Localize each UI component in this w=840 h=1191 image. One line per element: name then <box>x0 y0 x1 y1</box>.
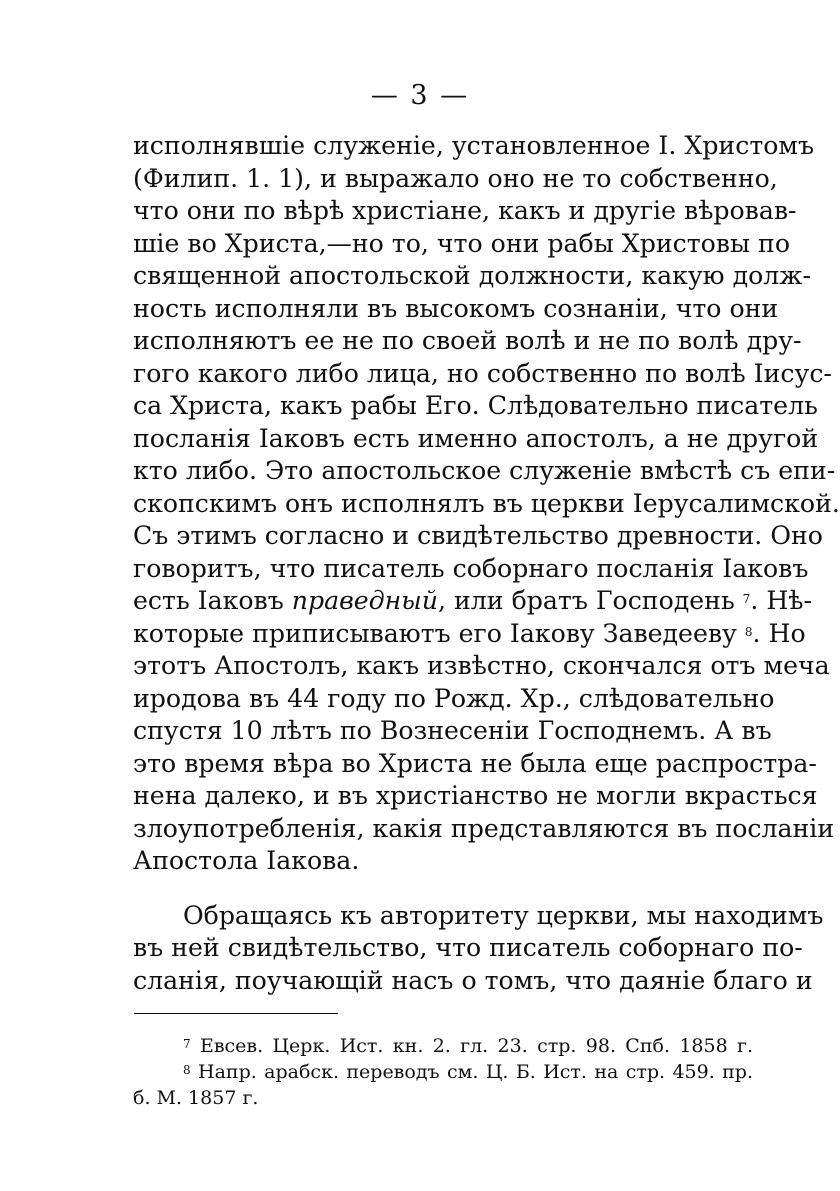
text-line: иродова въ 44 году по Рожд. Хр., слѣдовательно <box>133 683 775 713</box>
text-segment: , или братъ Господень <box>437 586 743 615</box>
text-line <box>133 618 806 651</box>
body-text <box>133 130 840 997</box>
text-line: злоупотребленія, какія представляются въ посланіи <box>133 813 835 843</box>
footnote-mark: 7 <box>183 1037 191 1051</box>
footnote-8 <box>133 1059 753 1085</box>
text-segment: которые приписываютъ его Іакову Заведееву <box>133 618 745 648</box>
text-line: гого какого либо лица, но собственно по волѣ Іисус- <box>133 358 832 388</box>
footnote-text: Напр. арабск. переводъ см. Ц. Б. Ист. на стр. 459. пр. <box>198 1061 753 1083</box>
text-line: посланія Іаковъ есть именно апостолъ, а не другой <box>133 423 819 453</box>
footnotes <box>133 1033 753 1111</box>
text-line: этотъ Апостолъ, какъ извѣстно, скончался отъ меча <box>133 651 830 680</box>
footnote-text: Евсев. Церк. Ист. кн. 2. гл. 23. стр. 98. Спб. 1858 г. <box>199 1035 753 1057</box>
text-line: священной апостольской должности, какую долж- <box>133 261 811 290</box>
text-segment: . Нѣ- <box>750 586 812 615</box>
text-line: исполнявшіе служеніе, установленное І. Христомъ <box>133 131 815 160</box>
text-line: ность исполняли въ высокомъ сознаніи, что они <box>133 293 779 323</box>
text-line: нена далеко, и въ христіанство не могли вкрасться <box>133 781 818 810</box>
text-line: кто либо. Это апостольское служеніе вмѣстѣ съ епи- <box>133 456 836 485</box>
text-line: Съ этимъ согласно и свидѣтельство древности. Оно <box>133 521 823 550</box>
italic-word: праведный <box>291 586 438 615</box>
text-line: это время вѣра во Христа не была еще распростра- <box>133 748 817 778</box>
text-segment: . Но <box>752 618 806 648</box>
text-line: Обращаясь къ авторитету церкви, мы находимъ <box>183 900 824 930</box>
text-line <box>133 585 812 618</box>
footnote-mark: 8 <box>183 1063 191 1077</box>
footnote-ref-7: 7 <box>742 592 751 606</box>
text-line: спустя 10 лѣтъ по Вознесеніи Господнемъ. А въ <box>133 716 772 745</box>
text-line: говоритъ, что писатель соборнаго посланія Іаковъ <box>133 553 809 583</box>
footnote-ref-8: 8 <box>744 624 753 639</box>
text-line: (Филип. 1. 1), и выражало оно не то собственно, <box>133 163 778 193</box>
text-line: сланія, поучающій насъ о томъ, что даяніе благо и <box>133 965 813 995</box>
text-line: исполняютъ ее не по своей волѣ и не по волѣ дру- <box>133 326 802 355</box>
footnote-7 <box>133 1033 753 1059</box>
text-line: Апостола Іакова. <box>133 846 360 875</box>
text-line: скопскимъ онъ исполнялъ въ церкви Іерусалимской. <box>133 488 840 518</box>
text-line: что они по вѣрѣ христіане, какъ и другіе вѣровав- <box>133 196 797 225</box>
footnote-8-continued: б. М. 1857 г. <box>133 1087 259 1109</box>
text-line: въ ней свидѣтельство, что писатель соборнаго по- <box>133 933 803 962</box>
text-line: шіе во Христа,—но то, что они рабы Христовы по <box>133 228 790 258</box>
text-line: са Христа, какъ рабы Его. Слѣдовательно писатель <box>133 391 818 420</box>
footnote-divider <box>134 1013 338 1014</box>
text-segment: есть Іаковъ <box>133 586 292 615</box>
page-number: — 3 — <box>370 80 470 111</box>
